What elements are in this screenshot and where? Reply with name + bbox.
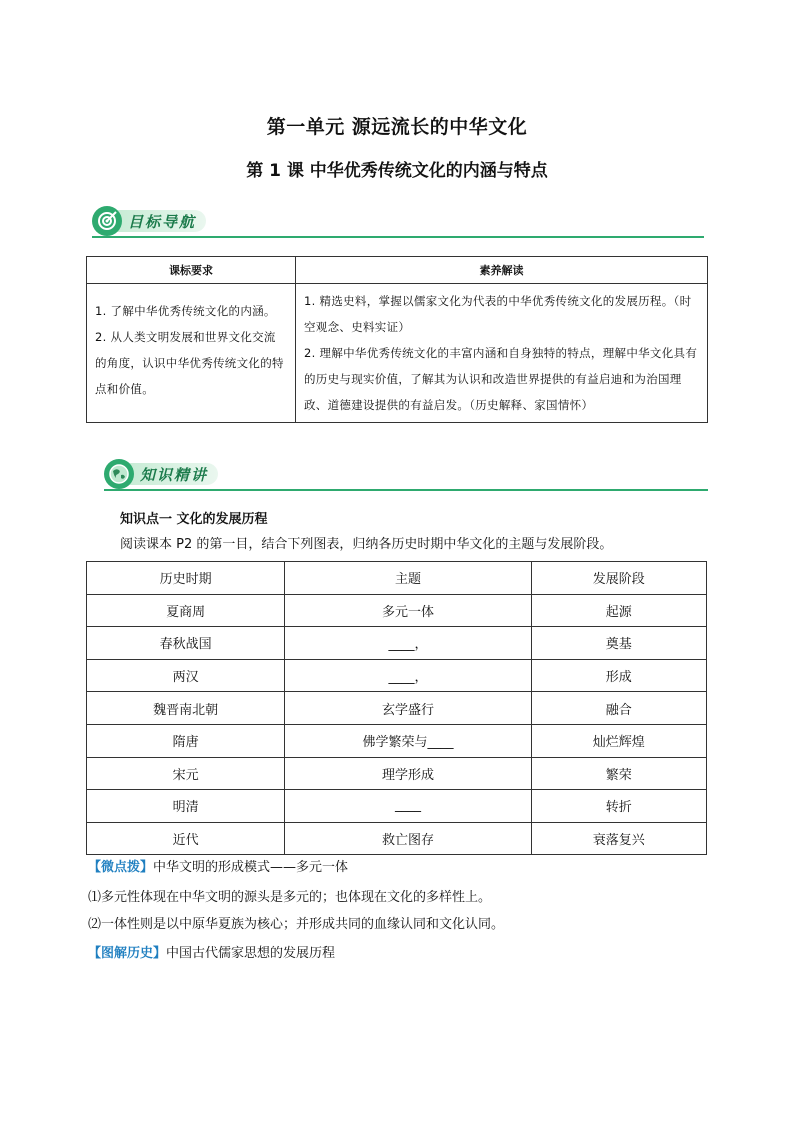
lesson-title: 第 1 课 中华优秀传统文化的内涵与特点 xyxy=(246,161,548,181)
requirement-item: 1. 了解中华优秀传统文化的内涵。 xyxy=(95,304,276,318)
table-cell: 衰落复兴 xyxy=(531,822,706,855)
literacy-interpretation xyxy=(296,284,708,423)
requirement-item: 2. 从人类文明发展和世界文化交流的角度，认识中华优秀传统文化的特点和价值。 xyxy=(95,330,284,396)
globe-icon xyxy=(104,459,134,489)
table-cell: 形成 xyxy=(531,659,706,692)
table-cell: ____， xyxy=(285,627,531,660)
table-row xyxy=(87,790,707,823)
table-row xyxy=(87,659,707,692)
tip-text: 中国古代儒家思想的发展历程 xyxy=(166,946,336,961)
interpretation-item: 2. 理解中华优秀传统文化的丰富内涵和自身独特的特点，理解中华文化具有的历史与现实价值，了解其为认识和改造世界提供的有益启迪和为治国理政、道德建设提供的有益启发。（历史解释、家国情怀） xyxy=(304,346,698,412)
table-cell: 融合 xyxy=(531,692,706,725)
tip-tag: 【图解历史】 xyxy=(88,946,167,961)
table-cell: 灿烂辉煌 xyxy=(531,724,706,757)
table-cell: 起源 xyxy=(531,594,706,627)
table-cell: 佛学繁荣与____ xyxy=(285,724,531,757)
knowledge-section-header xyxy=(104,456,218,492)
table-cell: ____， xyxy=(285,659,531,692)
tip-text: 中华文明的形成模式——多元一体 xyxy=(153,860,349,875)
table-cell: 繁荣 xyxy=(531,757,706,790)
table-cell: 救亡图存 xyxy=(285,822,531,855)
goals-header-left: 课标要求 xyxy=(87,257,296,284)
table-cell: 两汉 xyxy=(87,659,285,692)
tip-diagram xyxy=(88,942,335,961)
table-cell: 玄学盛行 xyxy=(285,692,531,725)
table-cell: 转折 xyxy=(531,790,706,823)
unit-title: 第一单元 源远流长的中华文化 xyxy=(266,116,528,138)
tip-micro xyxy=(88,856,348,875)
knowledge-section-badge: 知识精讲 xyxy=(130,463,218,485)
goal-section-badge: 目标导航 xyxy=(118,210,206,232)
table-row xyxy=(87,724,707,757)
goals-table xyxy=(86,256,708,423)
history-table xyxy=(86,561,707,855)
table-header: 历史时期 xyxy=(87,562,285,595)
table-header-row xyxy=(87,562,707,595)
table-cell: 夏商周 xyxy=(87,594,285,627)
goals-header-right: 素养解读 xyxy=(296,257,708,284)
curriculum-requirements xyxy=(87,284,296,423)
table-cell: 隋唐 xyxy=(87,724,285,757)
table-cell: 奠基 xyxy=(531,627,706,660)
table-cell: 宋元 xyxy=(87,757,285,790)
table-row xyxy=(87,594,707,627)
table-row xyxy=(87,757,707,790)
goal-section-divider xyxy=(92,236,704,238)
tip-point: ⑵一体性则是以中原华夏族为核心；并形成共同的血缘认同和文化认同。 xyxy=(88,917,505,932)
table-cell: 理学形成 xyxy=(285,757,531,790)
table-cell: 春秋战国 xyxy=(87,627,285,660)
knowledge-point-title: 知识点一 文化的发展历程 xyxy=(120,512,268,527)
tip-tag: 【微点拨】 xyxy=(88,860,154,875)
table-header: 发展阶段 xyxy=(531,562,706,595)
tip-point: ⑴多元性体现在中华文明的源头是多元的；也体现在文化的多样性上。 xyxy=(88,890,492,905)
table-header: 主题 xyxy=(285,562,531,595)
table-cell: 明清 xyxy=(87,790,285,823)
table-row xyxy=(87,692,707,725)
table-cell: ____ xyxy=(285,790,531,823)
interpretation-item: 1. 精选史料，掌握以儒家文化为代表的中华优秀传统文化的发展历程。（时空观念、史料实证） xyxy=(304,294,692,334)
table-cell: 魏晋南北朝 xyxy=(87,692,285,725)
table-cell: 多元一体 xyxy=(285,594,531,627)
table-cell: 近代 xyxy=(87,822,285,855)
table-row xyxy=(87,822,707,855)
knowledge-point-intro: 阅读课本 P2 的第一目，结合下列图表，归纳各历史时期中华文化的主题与发展阶段。 xyxy=(120,537,613,552)
goal-section-header xyxy=(92,203,206,239)
target-icon xyxy=(92,206,122,236)
knowledge-section-divider xyxy=(104,489,708,491)
table-row xyxy=(87,627,707,660)
